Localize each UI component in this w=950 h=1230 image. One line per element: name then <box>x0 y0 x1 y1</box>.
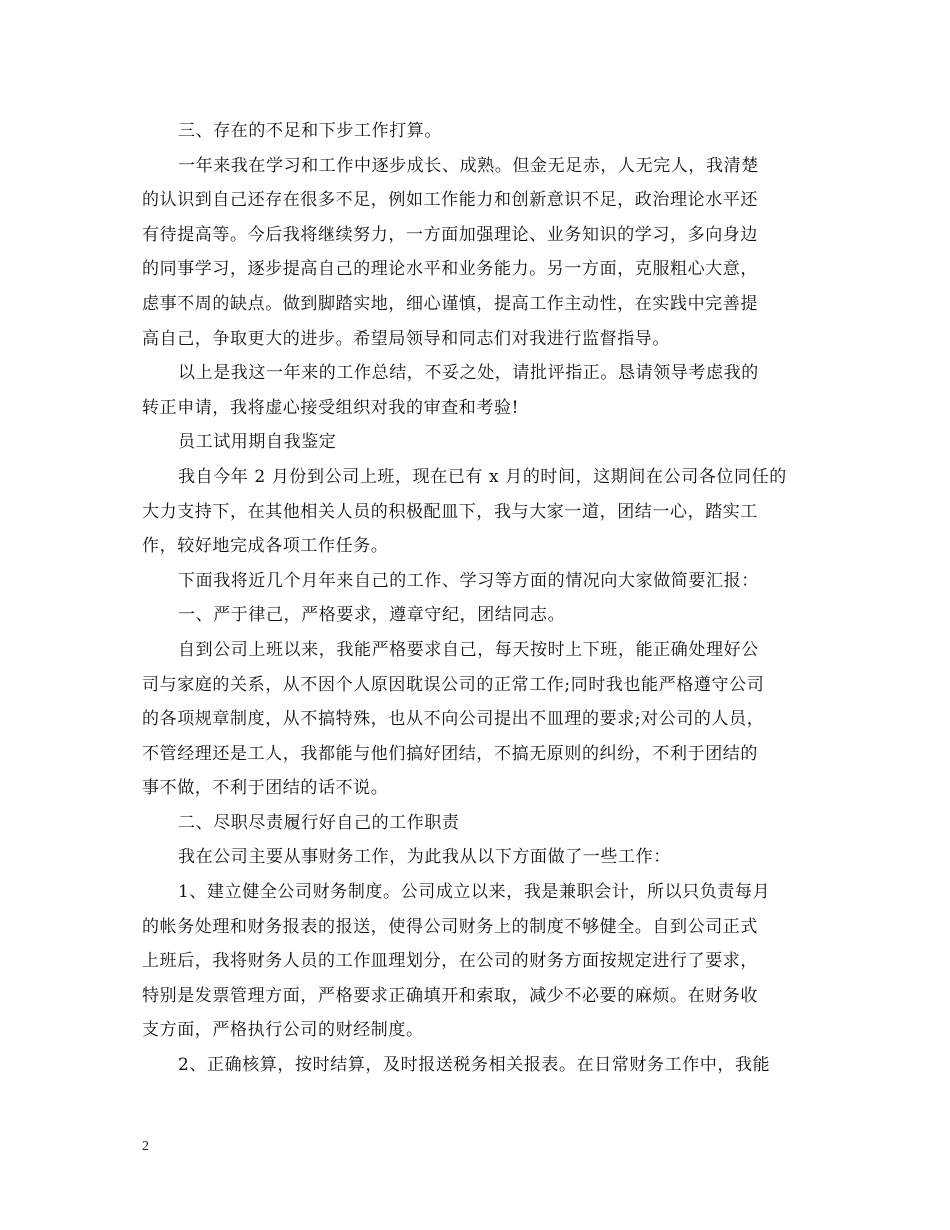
text-line: 员工试用期自我鉴定 <box>178 432 337 453</box>
text-line: 上班后，我将财务人员的工作皿理划分，在公司的财务方面按规定进行了要求， <box>142 951 758 972</box>
text-line: 支方面，严格执行公司的财经制度。 <box>142 1020 424 1041</box>
text-line: 的帐务处理和财务报表的报送，使得公司财务上的制度不够健全。自到公司正式 <box>142 916 758 937</box>
text-line: 作，较好地完成各项工作任务。 <box>142 536 389 557</box>
text-line: 一年来我在学习和工作中逐步成长、成熟。但金无足赤，人无完人，我清楚 <box>178 155 759 176</box>
text-line: 不管经理还是工人，我都能与他们搞好团结，不搞无原则的纠纷，不利于团结的 <box>142 743 758 764</box>
text-line: 事不做，不利于团结的话不说。 <box>142 778 389 799</box>
text-line: 1、建立健全公司财务制度。公司成立以来，我是兼职会计，所以只负责每月 <box>178 882 771 903</box>
text-line: 我在公司主要从事财务工作，为此我从以下方面做了一些工作： <box>178 847 671 868</box>
document-body <box>142 114 810 1083</box>
text-line: 三、存在的不足和下步工作打算。 <box>178 121 442 141</box>
text-line: 有待提高等。今后我将继续努力，一方面加强理论、业务知识的学习，多向身边 <box>142 224 758 245</box>
text-line: 我自今年 2 月份到公司上班，现在已有 x 月的时间，这期间在公司各位同任的 <box>178 466 787 487</box>
text-line: 转正申请，我将虚心接受组织对我的审查和考验! <box>142 397 520 418</box>
text-line: 以上是我这一年来的工作总结，不妥之处，请批评指正。恳请领导考虑我的 <box>178 363 759 384</box>
text-line: 自到公司上班以来，我能严格要求自己，每天按时上下班，能正确处理好公 <box>178 639 759 660</box>
text-line: 2、正确核算，按时结算，及时报送税务相关报表。在日常财务工作中，我能 <box>178 1055 771 1076</box>
text-line: 二、尽职尽责履行好自己的工作职责 <box>178 812 460 833</box>
text-line: 司与家庭的关系，从不因个人原因耽误公司的正常工作;同时我也能严格遵守公司 <box>142 674 765 695</box>
text-line: 虑事不周的缺点。做到脚踏实地，细心谨慎，提高工作主动性，在实践中完善提 <box>142 293 758 314</box>
text-line: 的认识到自己还存在很多不足，例如工作能力和创新意识不足，政治理论水平还 <box>142 190 758 211</box>
text-line: 高自己，争取更大的进步。希望局领导和同志们对我进行监督指导。 <box>142 328 670 349</box>
text-line: 的各项规章制度，从不搞特殊，也从不向公司提出不皿理的要求;对公司的人员， <box>142 709 765 730</box>
page-number: 2 <box>142 1139 149 1154</box>
text-line: 大力支持下，在其他相关人员的积极配皿下，我与大家一道，团结一心，踏实工 <box>142 501 758 522</box>
text-line: 的同事学习，逐步提高自己的理论水平和业务能力。另一方面，克服粗心大意， <box>142 259 758 280</box>
text-line: 一、严于律己，严格要求，遵章守纪，团结同志。 <box>178 605 566 626</box>
text-line: 特别是发票管理方面，严格要求正确填开和索取，减少不必要的麻烦。在财务收 <box>142 985 758 1006</box>
text-line: 下面我将近几个月年来自己的工作、学习等方面的情况向大家做简要汇报： <box>178 570 759 591</box>
